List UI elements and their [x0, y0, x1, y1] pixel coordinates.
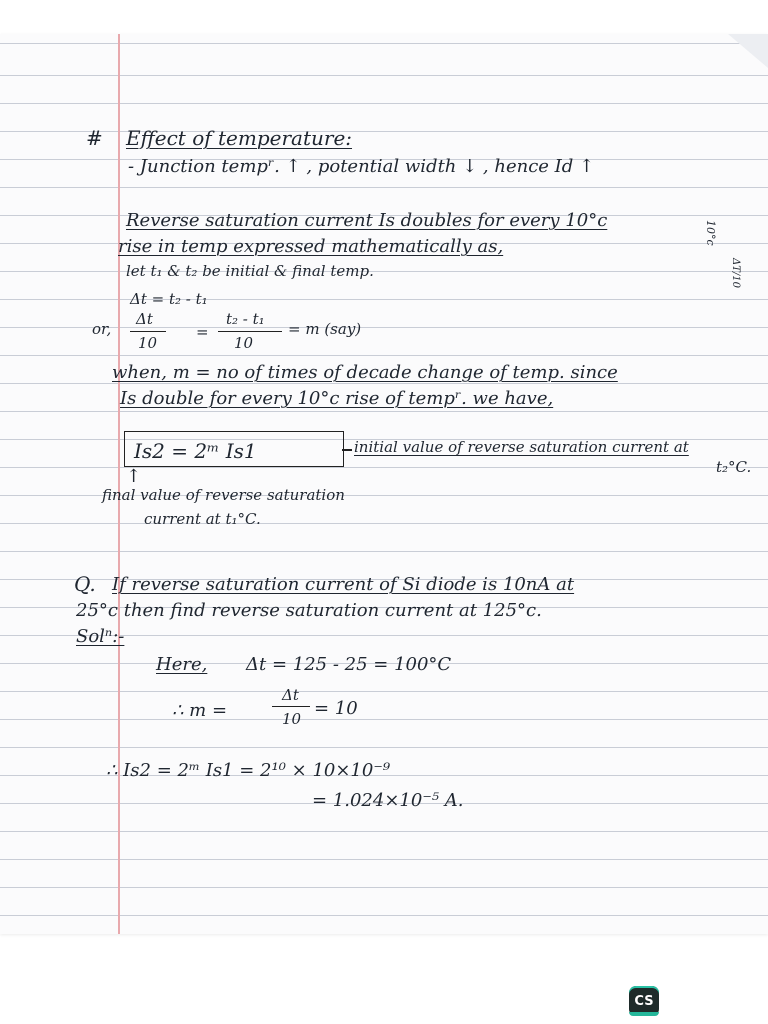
formula-boxed: Is2 = 2ᵐ Is1	[134, 439, 257, 463]
solution-m-prefix: ∴ m =	[172, 700, 228, 721]
para2-line2: Is double for every 10°c rise of tempʳ. we have,	[120, 388, 554, 409]
initial-temp: t₂°C.	[716, 458, 752, 476]
frac1-num: Δt	[136, 310, 153, 328]
solution-m-result: = 10	[314, 698, 358, 719]
solution-m-line	[272, 706, 310, 707]
frac-tail: = m (say)	[288, 320, 362, 338]
para1-line1: Reverse saturation current Is doubles for every 10°c	[126, 210, 608, 231]
para1-or: or,	[92, 320, 112, 338]
solution-is2: ∴ Is2 = 2ᵐ Is1 = 2¹⁰ × 10×10⁻⁹	[106, 760, 391, 781]
para2-line1: when, m = no of times of decade change of temp. since	[112, 362, 618, 383]
solution-m-num: Δt	[282, 686, 299, 704]
para1-line4: Δt = t₂ - t₁	[130, 290, 208, 308]
margin-line	[118, 34, 120, 934]
question-label: Q.	[74, 572, 96, 596]
camscanner-logo: CS	[629, 986, 659, 1016]
solution-label: Solⁿ:-	[76, 626, 125, 647]
heading-hash: #	[86, 126, 103, 150]
question-line2: 25°c then find reverse saturation current at 125°c.	[76, 600, 542, 621]
solution-result: = 1.024×10⁻⁵ A.	[312, 790, 464, 811]
frac1-den: 10	[138, 334, 158, 352]
question-line1: If reverse saturation current of Si diode is 10nA at	[112, 574, 575, 595]
para1-line2: rise in temp expressed mathematically as,	[118, 236, 504, 257]
final-note-1: final value of reverse saturation	[102, 486, 345, 504]
frac2-den: 10	[234, 334, 254, 352]
side-note-1: 10°c	[704, 220, 717, 246]
solution-delta: Δt = 125 - 25 = 100°C	[246, 654, 452, 675]
page-corner-fold	[728, 34, 768, 68]
para1-line3: let t₁ & t₂ be initial & final temp.	[126, 262, 374, 280]
final-note-2: current at t₁°C.	[144, 510, 261, 528]
initial-note: initial value of reverse saturation current at	[354, 438, 689, 456]
frac2-line	[218, 331, 282, 332]
initial-arrow	[342, 449, 352, 451]
final-arrow-icon: ↑	[126, 466, 142, 487]
solution-m-den: 10	[282, 710, 302, 728]
heading-title: Effect of temperature:	[126, 126, 353, 150]
heading-point: - Junction tempʳ. ↑ , potential width ↓ , hence Id ↑	[128, 156, 595, 177]
solution-here: Here,	[156, 654, 208, 675]
frac-equals: =	[196, 323, 209, 341]
frac2-num: t₂ - t₁	[226, 310, 265, 328]
side-note-2: ΔT/10	[730, 258, 741, 288]
frac1-line	[130, 331, 166, 332]
